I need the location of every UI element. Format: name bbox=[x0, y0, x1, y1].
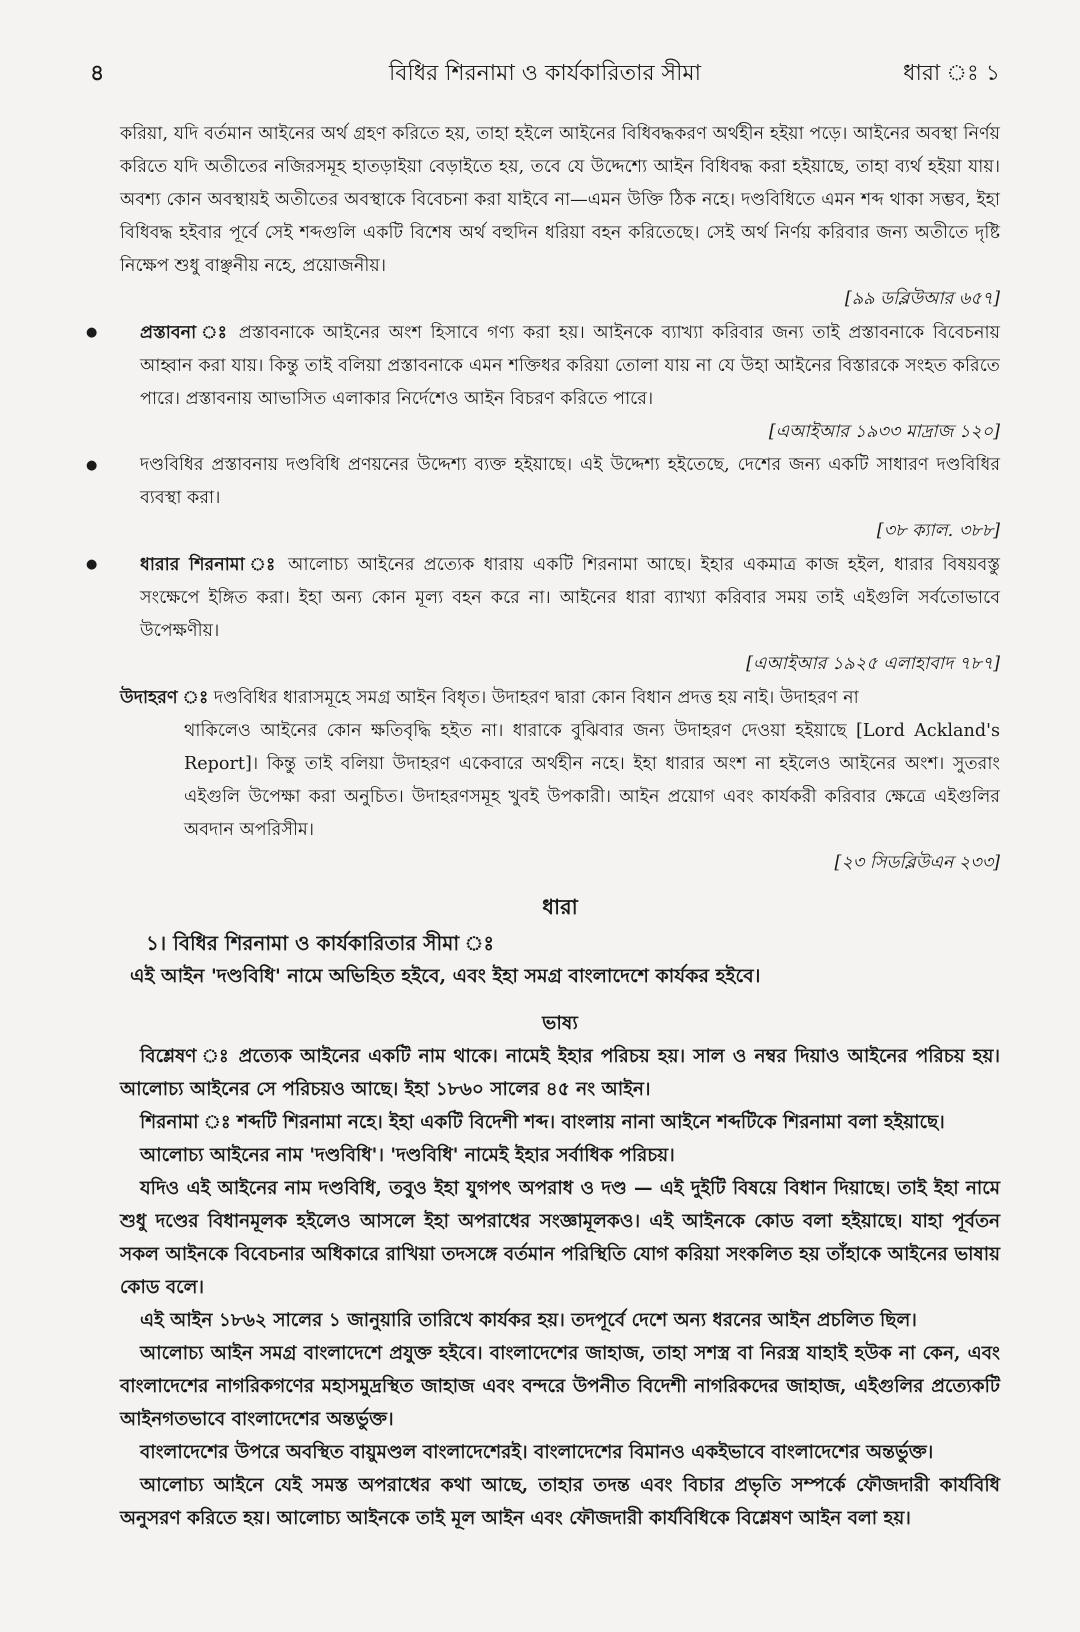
commentary-text: আলোচ্য আইনের নাম 'দণ্ডবিধি'। 'দণ্ডবিধি' নামেই ইহার সর্বাধিক পরিচয়। bbox=[140, 1145, 675, 1166]
example-body bbox=[120, 715, 1000, 880]
page-header bbox=[90, 52, 1000, 92]
commentary-paragraph bbox=[120, 1469, 1000, 1535]
example-first-line: দণ্ডবিধির ধারাসমূহে সমগ্র আইন বিধৃত। উদাহরণ দ্বারা কোন বিধান প্রদত্ত হয় নাই। উদাহরণ না bbox=[208, 688, 859, 708]
commentary-paragraph bbox=[120, 1106, 1000, 1139]
page-body bbox=[120, 118, 1000, 1535]
example-term: উদাহরণ ঃ bbox=[120, 687, 209, 708]
commentary-text: যদিও এই আইনের নাম দণ্ডবিধি, তবুও ইহা যুগপৎ অপরাধ ও দণ্ড — এই দুইটি বিষয়ে বিধান দিয়াছে। তাই ইহা নামে শুধু দণ্ডের বিধানমূলক হইলেও আসলে ইহা অপরাধের সংজ্ঞামূলকও। এই আইনকে কোড বলা হইয়াছে। যাহা পূর্বতন সকল আইনকে বিবেচনার অধিকারে রাখিয়া তদসঙ্গে বর্তমান পরিস্থিতি যোগ করিয়া সংকলিত হয় তাঁহাকে আইনের ভাষায় কোড বলে। bbox=[120, 1178, 1000, 1298]
commentary-paragraph bbox=[120, 1436, 1000, 1469]
bullet-text: আলোচ্য আইনের প্রত্যেক ধারায় একটি শিরনামা আছে। ইহার একমাত্র কাজ হইল, ধারার বিষয়বস্তু সংক্ষেপে ইঙ্গিত করা। ইহা অন্য কোন মূল্য বহন করে না। আইনের ধারা ব্যাখ্যা করিবার সময় তাই এইগুলি সর্বতোভাবে উপেক্ষণীয়। bbox=[140, 555, 1001, 641]
commentary-text: আলোচ্য আইন সমগ্র বাংলাদেশে প্রযুক্ত হইবে। বাংলাদেশের জাহাজ, তাহা সশস্ত্র বা নিরস্ত্র যাহাই হউক না কেন, এবং বাংলাদেশের নাগরিকগণের মহাসমুদ্রস্থিত জাহাজ এবং বন্দরে উপনীত বিদেশী নাগরিকদের জাহাজ, এইগুলির প্রত্যেকটি আইনগতভাবে বাংলাদেশের অন্তর্ভুক্ত। bbox=[120, 1343, 1000, 1430]
commentary-text: শব্দটি শিরনামা নহে। ইহা একটি বিদেশী শব্দ। বাংলায় নানা আইনে শব্দটিকে শিরনামা বলা হইয়াছে। bbox=[230, 1112, 945, 1133]
commentary-text: বাংলাদেশের উপরে অবস্থিত বায়ুমণ্ডল বাংলাদেশেরই। বাংলাদেশের বিমানও একইভাবে বাংলাদেশের অন্তর্ভুক্ত। bbox=[140, 1442, 934, 1463]
intro-text: করিয়া, যদি বর্তমান আইনের অর্থ গ্রহণ করিতে হয়, তাহা হইলে আইনের বিধিবদ্ধকরণ অর্থহীন হইয়া পড়ে। আইনের অবস্থা নির্ণয় করিতে যদি অতীতের নজিরসমূহ হাতড়াইয়া বেড়াইতে হয়, তবে যে উদ্দেশ্যে আইন বিধিবদ্ধ করা হইয়াছে, তাহা ব্যর্থ হইয়া যায়। অবশ্য কোন অবস্থায়ই অতীতের অবস্থাকে বিবেচনা করা যাইবে না—এমন উক্তি ঠিক নহে। দণ্ডবিধিতে এমন শব্দ থাকা সম্ভব, ইহা বিধিবদ্ধ হইবার পূর্বে সেই শব্দগুলি একটি বিশেষ অর্থ বহুদিন ধরিয়া বহন করিতেছে। সেই অর্থ নির্ণয় করিবার জন্য অতীতে দৃষ্টি নিক্ষেপ শুধু বাঞ্ছনীয় নহে, প্রয়োজনীয়। bbox=[120, 124, 1000, 276]
section-label: ধারা ঃ ১ bbox=[903, 61, 1000, 86]
citation: [২৩ সিডব্লিউএন ২৩৩] bbox=[834, 853, 1000, 873]
citation: [৯৯ ডব্লিউআর ৬৫৭] bbox=[844, 289, 1000, 309]
section-title: ধারা bbox=[542, 894, 578, 919]
citation: [এআইআর ১৯২৫ এলাহাবাদ ৭৮৭] bbox=[746, 654, 1000, 674]
bullet-term: প্রস্তাবনা ঃ bbox=[140, 322, 231, 343]
commentary-text: প্রত্যেক আইনের একটি নাম থাকে। নামেই ইহার পরিচয় হয়। সাল ও নম্বর দিয়াও আইনের পরিচয় হয়। আলোচ্য আইনের সে পরিচয়ও আছে। ইহা ১৮৬০ সালের ৪৫ নং আইন। bbox=[120, 1046, 1000, 1100]
bullet-section-heading bbox=[120, 548, 1000, 681]
running-title: বিধির শিরনামা ও কার্যকারিতার সীমা bbox=[389, 61, 701, 86]
commentary-paragraph bbox=[120, 1040, 1000, 1106]
citation: [৩৮ ক্যাল. ৩৮৮] bbox=[876, 521, 1000, 541]
commentary-term: শিরনামা ঃ bbox=[140, 1112, 231, 1133]
intro-paragraph bbox=[120, 118, 1000, 316]
commentary-paragraph bbox=[120, 1304, 1000, 1337]
bullet-text: দণ্ডবিধির প্রস্তাবনায় দণ্ডবিধি প্রণয়নের উদ্দেশ্য ব্যক্ত হইয়াছে। এই উদ্দেশ্য হইতেছে, দেশের জন্য একটি সাধারণ দণ্ডবিধির ব্যবস্থা করা। bbox=[140, 455, 1000, 508]
example-text: থাকিলেও আইনের কোন ক্ষতিবৃদ্ধি হইত না। ধারাকে বুঝিবার জন্য উদাহরণ দেওয়া হইয়াছে [Lord Ackland's Report]। কিন্তু তাই বলিয়া উদাহরণ একেবারে অর্থহীন নহে। ইহা ধারার অংশ না হইলেও আইনের অংশ। সুতরাং এইগুলি উপেক্ষা করা অনুচিত। উদাহরণসমূহ খুবই উপকারী। আইন প্রয়োগ এবং কার্যকরী করিবার ক্ষেত্রে এইগুলির অবদান অপরিসীম। bbox=[184, 721, 1000, 840]
commentary-term: বিশ্লেষণ ঃ bbox=[140, 1046, 231, 1067]
page-number: ৪ bbox=[90, 60, 105, 86]
bullet-preamble bbox=[120, 316, 1000, 449]
commentary-paragraph bbox=[120, 1337, 1000, 1436]
bullet-text: প্রস্তাবনাকে আইনের অংশ হিসাবে গণ্য করা হয়। আইনকে ব্যাখ্যা করিবার জন্য তাই প্রস্তাবনাকে বিবেচনায় আহ্বান করা যায়। কিন্তু তাই বলিয়া প্রস্তাবনাকে এমন শক্তিধর করিয়া তোলা যায় না যে উহা আইনের বিস্তারকে সংহত করিতে পারে। প্রস্তাবনায় আভাসিত এলাকার নির্দেশেও আইন বিচরণ করিতে পারে। bbox=[140, 323, 1000, 409]
section-heading: ১। বিধির শিরনামা ও কার্যকারিতার সীমা ঃ bbox=[146, 931, 495, 955]
commentary-title: ভাষ্য bbox=[542, 1012, 578, 1034]
statute-text: এই আইন 'দণ্ডবিধি' নামে অভিহিত হইবে, এবং ইহা সমগ্র বাংলাদেশে কার্যকর হইবে। bbox=[130, 965, 761, 987]
example-paragraph bbox=[120, 681, 1000, 715]
commentary-paragraph bbox=[120, 1172, 1000, 1304]
citation: [এআইআর ১৯৩৩ মাদ্রাজ ১২০] bbox=[768, 422, 1000, 442]
bullet-preamble-purpose bbox=[120, 449, 1000, 548]
commentary-paragraph bbox=[120, 1139, 1000, 1172]
commentary-text: আলোচ্য আইনে যেই সমস্ত অপরাধের কথা আছে, তাহার তদন্ত এবং বিচার প্রভৃতি সম্পর্কে ফৌজদারী কার্যবিধি অনুসরণ করিতে হয়। আলোচ্য আইনকে তাই মূল আইন এবং ফৌজদারী কার্যবিধিকে বিশ্লেষণ আইন বলা হয়। bbox=[120, 1475, 1000, 1529]
bullet-term: ধারার শিরনামা ঃ bbox=[140, 554, 279, 575]
commentary-text: এই আইন ১৮৬২ সালের ১ জানুয়ারি তারিখে কার্যকর হয়। তদপূর্বে দেশে অন্য ধরনের আইন প্রচলিত ছিল। bbox=[140, 1310, 917, 1331]
